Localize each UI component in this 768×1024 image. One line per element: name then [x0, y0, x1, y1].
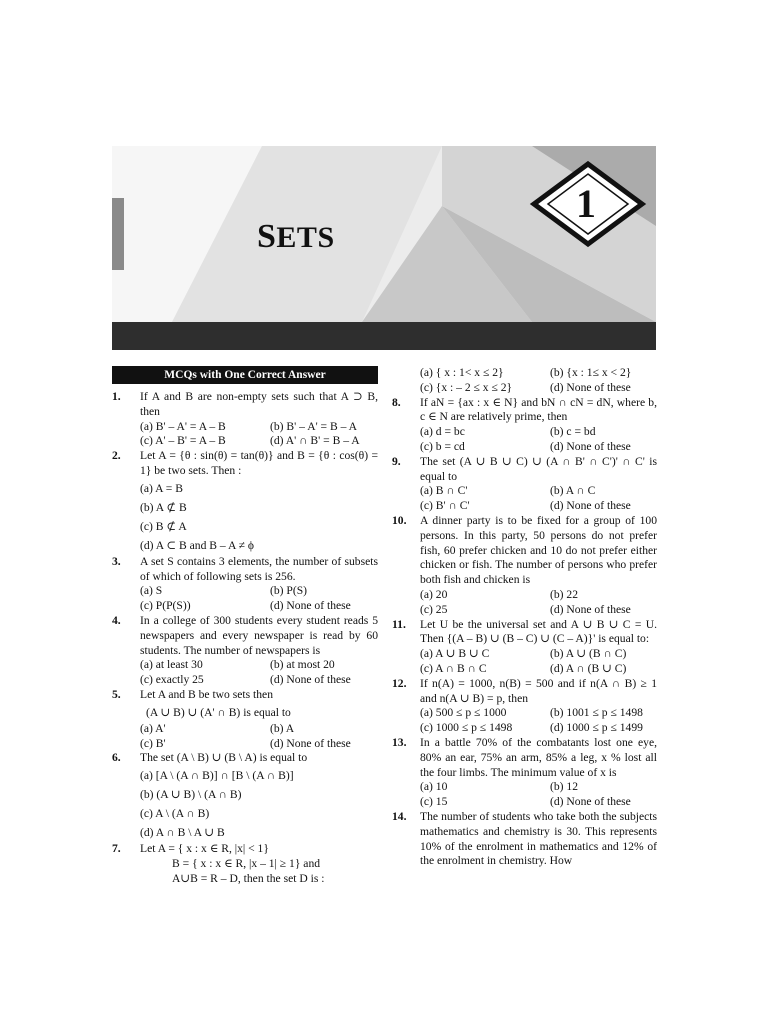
question-block [392, 618, 657, 677]
question-number: 13. [392, 735, 407, 749]
answer-option: (b) P(S) [270, 584, 308, 598]
answer-option: (a) B ∩ C' [420, 484, 468, 498]
question-text: The number of students who take both the subjects mathematics and chemistry is 30. This represents 10% of the enrolment in mathematics and 12% of the enrolment in chemistry. How [420, 809, 657, 868]
question-text: In a battle 70% of the combatants lost one eye, 80% an ear, 75% an arm, 85% a leg, x % lost all the four limbs. The minimum value of x is [420, 735, 657, 779]
answer-option: (b) c = bd [550, 425, 596, 439]
answer-option: (c) B' ∩ C' [420, 499, 470, 513]
answer-option: (c) B ⊄ A [140, 519, 187, 533]
question-text: A dinner party is to be fixed for a group of 100 persons. In this party, 50 persons do not prefer fish, 60 prefer chicken and 10 do not prefer either chicken or fish. The number of persons who prefer both fish and chicken is [420, 513, 657, 587]
question-block [112, 688, 378, 751]
answer-option: (b) 12 [550, 780, 579, 794]
question [392, 810, 657, 869]
answer-option: (b) 1001 ≤ p ≤ 1498 [550, 706, 643, 720]
answer-option: (c) {x : – 2 ≤ x ≤ 2} [420, 380, 513, 394]
answer-option: (b) at most 20 [270, 658, 335, 672]
question [112, 614, 378, 658]
question-number: 1. [112, 390, 121, 403]
question [112, 751, 378, 766]
options [112, 766, 378, 842]
right-column [392, 366, 657, 869]
options [112, 722, 378, 752]
answer-option: (d) None of these [270, 599, 351, 613]
question-block [392, 810, 657, 869]
question [392, 396, 657, 426]
banner-bar [112, 322, 656, 350]
section-heading: MCQs with One Correct Answer [112, 366, 378, 384]
answer-option: (c) 25 [420, 602, 448, 616]
question-number: 5. [112, 687, 121, 701]
answer-option: (a) 20 [420, 587, 448, 601]
question-block [392, 736, 657, 810]
question [112, 688, 378, 703]
answer-option: (c) A ∩ B ∩ C [420, 661, 487, 675]
options [392, 706, 657, 736]
question-block [112, 449, 378, 555]
question-block [112, 751, 378, 842]
question-number: 2. [112, 449, 121, 463]
question-number: 6. [112, 751, 121, 765]
options [112, 479, 378, 555]
answer-option: (d) A' ∩ B' = B – A [270, 434, 360, 448]
question-text: If aN = {ax : x ∈ N} and bN ∩ cN = dN, where b, c ∈ N are relatively prime, then [420, 395, 657, 424]
left-column [112, 366, 378, 887]
answer-option: (d) None of these [270, 673, 351, 687]
question-text: The set (A \ B) ∪ (B \ A) is equal to [140, 751, 308, 765]
answer-option: (a) 10 [420, 780, 448, 794]
question-block [112, 555, 378, 614]
options [392, 647, 657, 677]
answer-option: (b) {x : 1≤ x < 2} [550, 366, 632, 379]
answer-option: (d) A ∩ (B ∪ C) [550, 661, 627, 675]
question-block [112, 842, 378, 886]
answer-option: (d) None of these [270, 736, 351, 750]
answer-option: (a) { x : 1< x ≤ 2} [420, 366, 504, 379]
question-text: If n(A) = 1000, n(B) = 500 and if n(A ∩ B) ≥ 1 and n(A ∪ B) = p, then [420, 676, 657, 705]
question-text: Let A = {θ : sin(θ) = tan(θ)} and B = {θ : cos(θ) = 1} be two sets. Then : [140, 449, 378, 477]
question-text: Let A and B be two sets then [140, 687, 273, 701]
question-expression: (A ∪ B) ∪ (A' ∩ B) is equal to [146, 705, 291, 719]
question [392, 677, 657, 707]
question-block [392, 396, 657, 455]
options [112, 584, 378, 614]
answer-option: (c) 1000 ≤ p ≤ 1498 [420, 721, 513, 735]
question [392, 618, 657, 648]
question-text: A set S contains 3 elements, the number of subsets of which of following sets is 256. [140, 554, 378, 583]
answer-option: (b) A ∪ (B ∩ C) [550, 647, 627, 661]
question-text: In a college of 300 students every student reads 5 newspapers and every newspaper is read by 60 students. The number of newspapers is [140, 613, 378, 657]
question-block [392, 514, 657, 618]
question-block [392, 677, 657, 736]
question-number: 10. [392, 513, 407, 527]
answer-option: (d) A ∩ B \ A ∪ B [140, 826, 225, 840]
right-questions [392, 396, 657, 870]
question-7-options [392, 366, 657, 396]
answer-option: (b) A ∩ C [550, 484, 596, 498]
answer-option: (c) b = cd [420, 439, 465, 453]
question-line: B = { x : x ∈ R, |x – 1| ≥ 1} and [172, 856, 321, 870]
question-line: A∪B = R – D, then the set D is : [172, 871, 325, 885]
answer-option: (c) A \ (A ∩ B) [140, 807, 210, 821]
options [392, 484, 657, 514]
question-number: 12. [392, 676, 407, 690]
answer-option: (b) A ⊄ B [140, 500, 187, 514]
answer-option: (b) (A ∪ B) \ (A ∩ B) [140, 788, 242, 802]
options [392, 780, 657, 810]
question [112, 842, 378, 857]
question-text: Let A = { x : x ∈ R, |x| < 1} [140, 842, 269, 856]
chapter-number: 1 [576, 181, 596, 226]
answer-option: (d) None of these [550, 499, 631, 513]
answer-option: (a) A = B [140, 481, 183, 495]
question-text: Let U be the universal set and A ∪ B ∪ C = U. Then {(A – B) ∪ (B – C) ∪ (C – A)}' is equal to: [420, 617, 657, 646]
question [392, 736, 657, 780]
answer-option: (a) at least 30 [140, 658, 203, 672]
answer-option: (d) None of these [550, 380, 631, 394]
answer-option: (b) 22 [550, 587, 579, 601]
question-text: The set (A ∪ B ∪ C) ∪ (A ∩ B' ∩ C')' ∩ C' is equal to [420, 454, 657, 483]
answer-option: (a) [A \ (A ∩ B)] ∩ [B \ (A ∩ B)] [140, 769, 294, 783]
question-block [392, 455, 657, 514]
question-number: 3. [112, 554, 121, 568]
answer-option: (b) A [270, 721, 295, 735]
answer-option: (c) A' – B' = A – B [140, 434, 226, 448]
answer-option: (a) A ∪ B ∪ C [420, 647, 490, 661]
question-number: 9. [392, 454, 401, 468]
left-questions [112, 390, 378, 887]
question-text: If A and B are non-empty sets such that A ⊃ B, then [140, 390, 378, 418]
question-block [112, 390, 378, 449]
question-number: 11. [392, 617, 406, 631]
chapter-banner [112, 146, 656, 350]
answer-option: (a) d = bc [420, 425, 465, 439]
question-number: 14. [392, 809, 407, 823]
banner-graphic [112, 146, 656, 350]
question [112, 390, 378, 420]
answer-option: (c) exactly 25 [140, 673, 204, 687]
answer-option: (a) S [140, 584, 163, 598]
options [392, 425, 657, 455]
question [392, 455, 657, 485]
answer-option: (b) B' – A' = B – A [270, 419, 358, 433]
answer-option: (d) None of these [550, 602, 631, 616]
options [112, 420, 378, 450]
options [112, 658, 378, 688]
answer-option: (d) A ⊂ B and B – A ≠ ϕ [140, 538, 254, 552]
chapter-title: SETS [257, 218, 335, 255]
answer-option: (c) 15 [420, 795, 448, 809]
options [392, 588, 657, 618]
answer-option: (c) B' [140, 736, 166, 750]
question-number: 4. [112, 613, 121, 627]
answer-option: (a) 500 ≤ p ≤ 1000 [420, 706, 507, 720]
answer-option: (d) None of these [550, 795, 631, 809]
question [112, 449, 378, 479]
answer-option: (a) A' [140, 721, 166, 735]
question-number: 8. [392, 395, 401, 409]
answer-option: (c) P(P(S)) [140, 599, 191, 613]
question-block [112, 614, 378, 688]
question [392, 514, 657, 588]
question [112, 555, 378, 585]
answer-option: (d) 1000 ≤ p ≤ 1499 [550, 721, 643, 735]
answer-option: (d) None of these [550, 439, 631, 453]
question-number: 7. [112, 842, 121, 856]
answer-option: (a) B' – A' = A – B [140, 419, 226, 433]
